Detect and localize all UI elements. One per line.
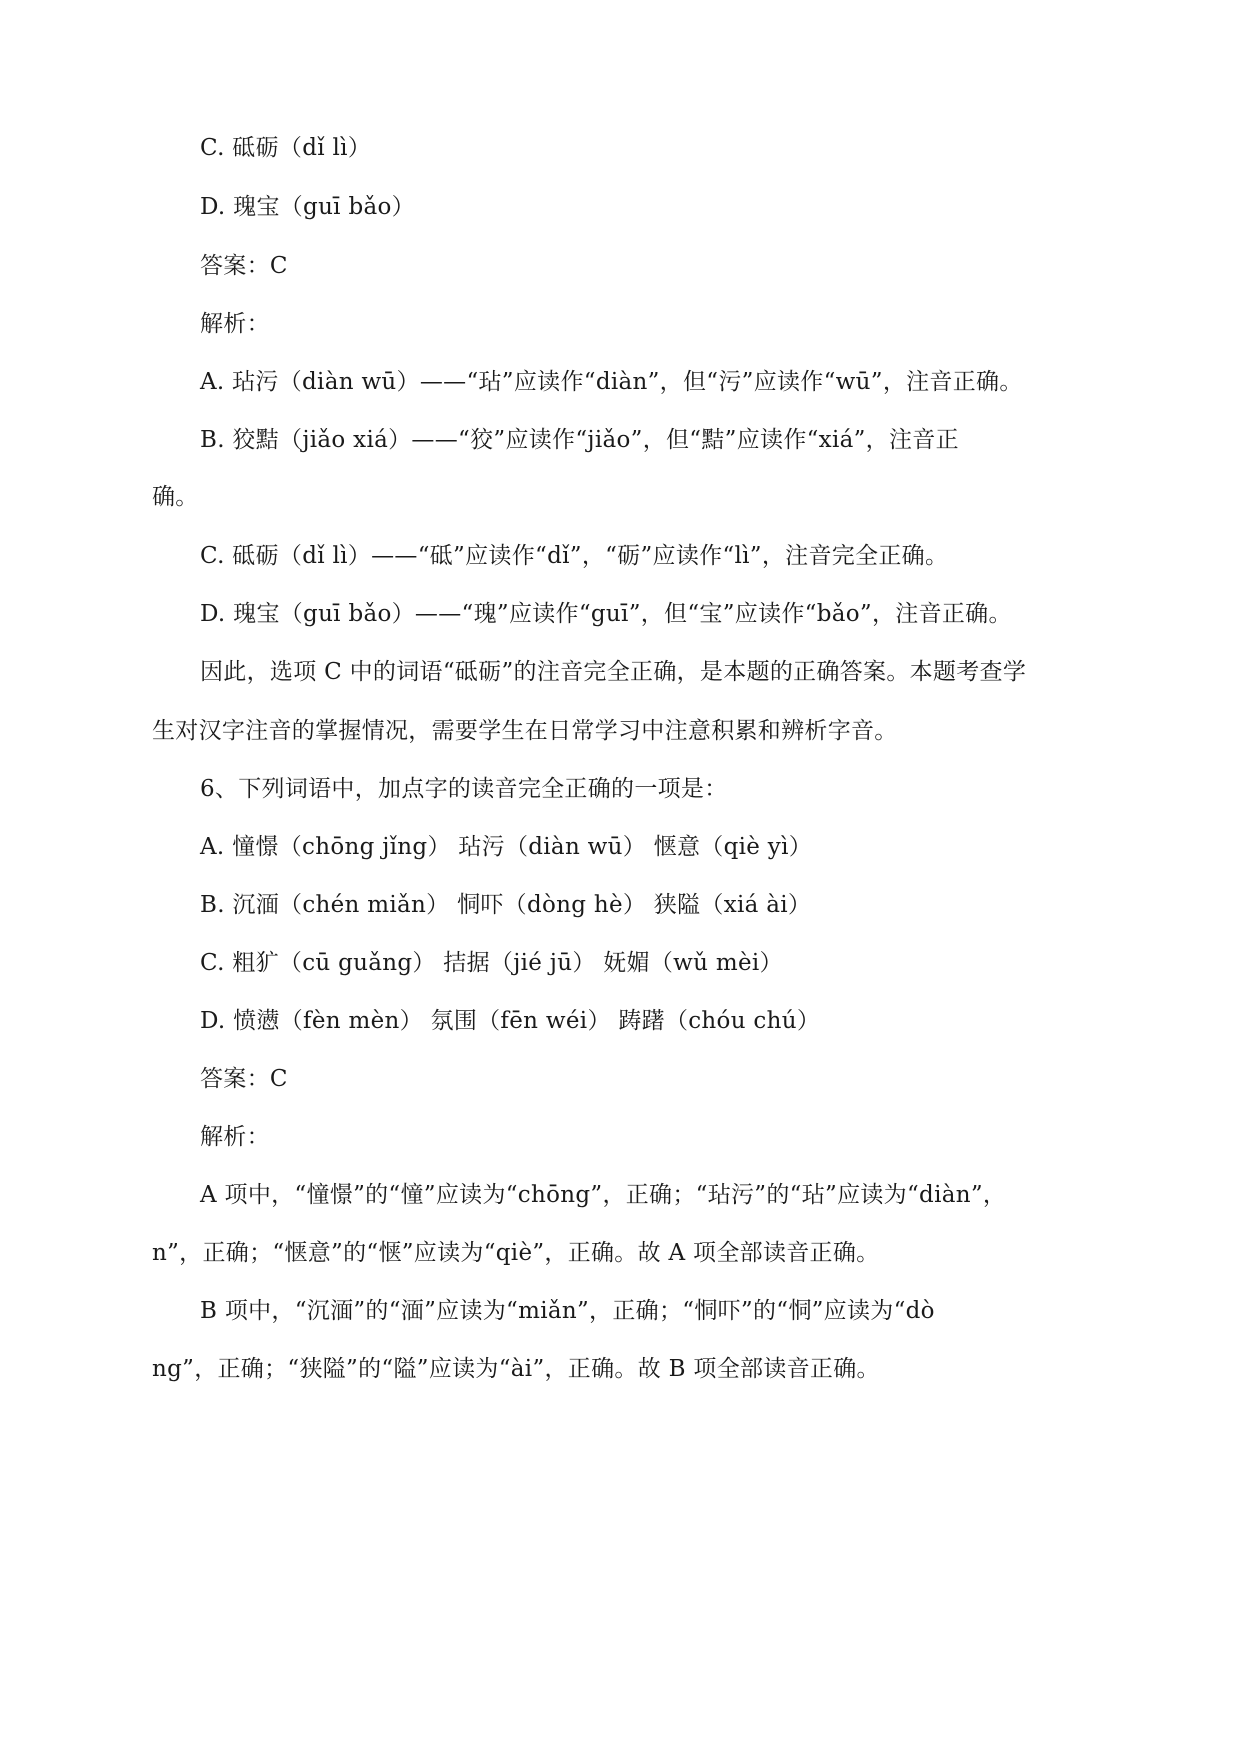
q6-answer-line: 答案：C (200, 1066, 288, 1092)
option-c-line: C. 砥砺（dǐ lì） (200, 135, 372, 161)
option-d-line: D. 瑰宝（guī bǎo） (200, 194, 415, 220)
analysis-c-line: C. 砥砺（dǐ lì）——“砥”应读作“dǐ”，“砺”应读作“lì”，注音完全正确。 (200, 543, 949, 569)
question-6-stem: 6、下列词语中，加点字的读音完全正确的一项是： (200, 776, 728, 802)
conclusion-line: 因此，选项 C 中的词语“砥砺”的注音完全正确，是本题的正确答案。本题考查学 (200, 659, 1027, 685)
analysis-b-continuation: 确。 (152, 484, 199, 510)
q6-option-b: B. 沉湎（chén miǎn） 恫吓（dòng hè） 狭隘（xiá ài） (200, 892, 812, 918)
q6-analysis-b-continuation: ng”，正确；“狭隘”的“隘”应读为“ài”，正确。故 B 项全部读音正确。 (152, 1356, 880, 1382)
q6-analysis-b-line: B 项中，“沉湎”的“湎”应读为“miǎn”，正确；“恫吓”的“恫”应读为“dò (200, 1298, 935, 1324)
q6-option-a: A. 憧憬（chōng jǐng） 玷污（diàn wū） 惬意（qiè yì） (200, 834, 813, 860)
analysis-a-line: A. 玷污（diàn wū）——“玷”应读作“diàn”，但“污”应读作“wū”，注音正确。 (200, 369, 1023, 395)
q6-analysis-heading: 解析： (200, 1124, 270, 1150)
conclusion-continuation: 生对汉字注音的掌握情况，需要学生在日常学习中注意积累和辨析字音。 (152, 718, 898, 744)
analysis-b-line: B. 狡黠（jiǎo xiá）——“狡”应读作“jiǎo”，但“黠”应读作“xiá”，注音正 (200, 427, 959, 453)
analysis-d-line: D. 瑰宝（guī bǎo）——“瑰”应读作“guī”，但“宝”应读作“bǎo”，注音正确。 (200, 601, 1012, 627)
q6-option-c: C. 粗犷（cū guǎng） 拮据（jié jū） 妩媚（wǔ mèi） (200, 950, 783, 976)
analysis-heading: 解析： (200, 311, 270, 337)
q6-option-d: D. 愤懑（fèn mèn） 氛围（fēn wéi） 踌躇（chóu chú） (200, 1008, 821, 1034)
q6-analysis-a-line: A 项中，“憧憬”的“憧”应读为“chōng”，正确；“玷污”的“玷”应读为“diàn”， (200, 1182, 1007, 1208)
q6-analysis-a-continuation: n”，正确；“惬意”的“惬”应读为“qiè”，正确。故 A 项全部读音正确。 (152, 1240, 880, 1266)
answer-line: 答案：C (200, 253, 288, 279)
